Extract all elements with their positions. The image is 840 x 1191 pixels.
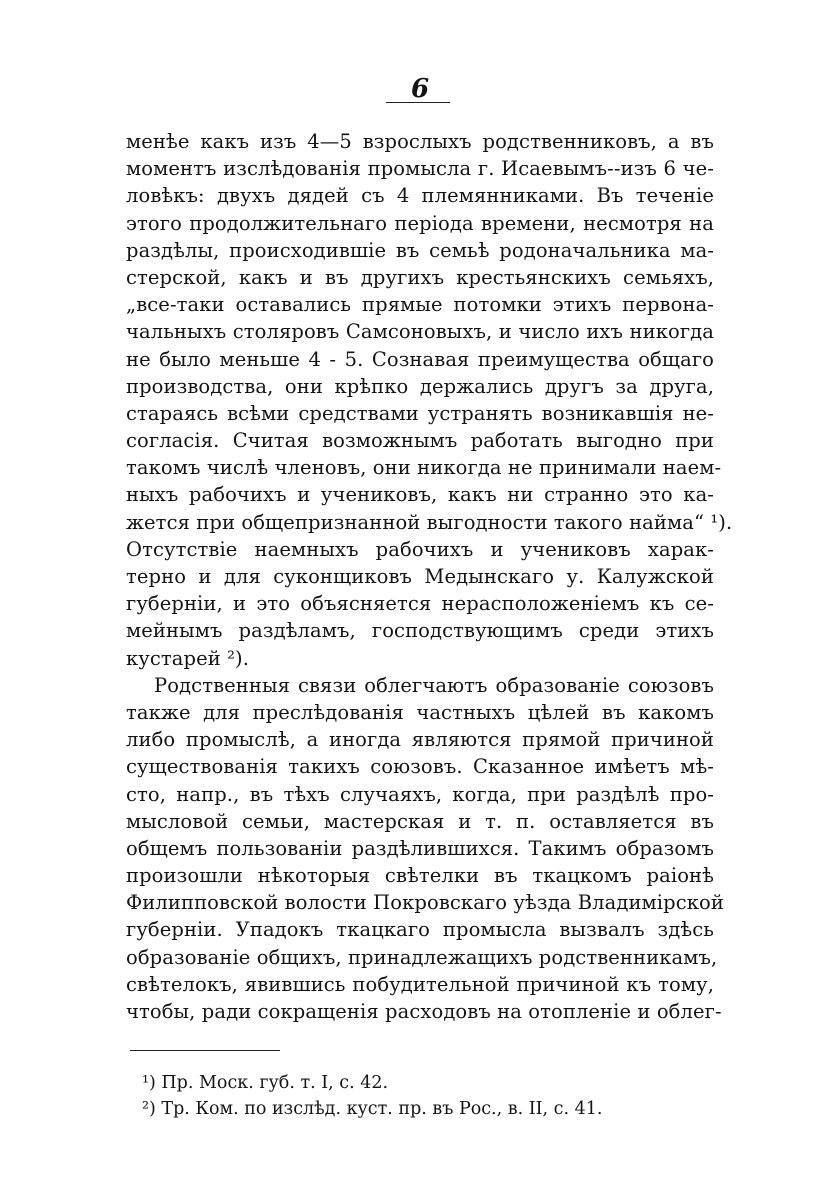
text-line: губерніи. Упадокъ ткацкаго промысла вызвалъ здѣсь	[126, 918, 714, 942]
text-line: Отсутствіе наемныхъ рабочихъ и учениковъ харак-	[126, 537, 714, 561]
text-line: моментъ изслѣдованія промысла г. Исаевымъ--изъ 6 че-	[126, 157, 714, 181]
text-line: чтобы, ради сокращенія расходовъ на отопленіе и облег-	[126, 1000, 722, 1023]
page-number-rule	[386, 102, 450, 103]
text-line: либо промыслѣ, а иногда являются прямой причиной	[126, 728, 714, 752]
text-line: Родственныя связи облегчаютъ образованіе союзовъ	[154, 673, 714, 697]
paragraph-2	[126, 672, 724, 1025]
text-line: мысловой семьи, мастерская и т. п. оставляется въ	[126, 809, 714, 833]
text-line: кустарей ²).	[126, 646, 250, 670]
text-line: свѣтелокъ, явившись побудительной причиной къ тому,	[126, 972, 714, 996]
text-line: стараясь всѣми средствами устранять возникавшія не-	[126, 401, 714, 425]
page-number: 6	[410, 74, 430, 104]
text-line: Филипповской волости Покровскаго уѣзда Владимірской	[126, 891, 724, 915]
text-line: стерской, какъ и въ другихъ крестьянскихъ семьяхъ,	[126, 265, 714, 289]
text-line: производства, они крѣпко держались другъ за друга,	[126, 374, 714, 398]
text-line: терно и для суконщиковъ Медынскаго у. Калужской	[126, 565, 714, 588]
text-line: „все-таки оставались прямые потомки этихъ первона-	[126, 293, 714, 317]
text-line: не было меньше 4 - 5. Сознавая преимущества общаго	[126, 347, 714, 371]
footnote-rule	[130, 1050, 280, 1051]
text-line: губерніи, и это объясняется нерасположеніемъ къ се-	[126, 592, 714, 616]
text-line: чальныхъ столяровъ Самсоновыхъ, и число ихъ никогда	[126, 320, 714, 344]
footnotes	[142, 1070, 702, 1122]
text-line: ныхъ рабочихъ и учениковъ, какъ ни странно это ка-	[126, 483, 714, 507]
text-line: раздѣлы, происходившіе въ семьѣ родоначальника ма-	[126, 238, 714, 262]
text-line: ловѣкъ: двухъ дядей съ 4 племянниками. Въ теченіе	[126, 184, 714, 208]
text-line: произошли нѣкоторыя свѣтелки въ ткацкомъ раіонѣ	[126, 864, 714, 888]
text-line: менѣе какъ изъ 4—5 взрослыхъ родственниковъ, а въ	[126, 130, 714, 153]
text-line: такомъ числѣ членовъ, они никогда не принимали наем-	[126, 456, 722, 480]
text-line: этого продолжительнаго періода времени, несмотря на	[126, 211, 714, 235]
text-line: мейнымъ раздѣламъ, господствующимъ среди этихъ	[126, 619, 714, 643]
text-line: существованія такихъ союзовъ. Сказанное имѣетъ мѣ-	[126, 755, 714, 779]
footnote-2: ²) Тр. Ком. по изслѣд. куст. пр. въ Рос., в. II, с. 41.	[142, 1099, 603, 1119]
paragraph-1	[126, 128, 733, 672]
text-line: сто, напр., въ тѣхъ случаяхъ, когда, при раздѣлѣ про-	[126, 782, 714, 806]
text-line: образованіе общихъ, принадлежащихъ родственникамъ,	[126, 945, 718, 969]
text-line: согласія. Считая возможнымъ работать выгодно при	[126, 429, 714, 453]
footnote-1: ¹) Пр. Моск. губ. т. I, с. 42.	[142, 1073, 389, 1093]
text-line: также для преслѣдованія частныхъ цѣлей въ какомъ	[126, 700, 714, 724]
body-text	[126, 128, 733, 1025]
text-line: жется при общепризнанной выгодности такого найма“ ¹).	[126, 510, 733, 534]
text-line: общемъ пользованіи раздѣлившихся. Такимъ образомъ	[126, 836, 714, 860]
